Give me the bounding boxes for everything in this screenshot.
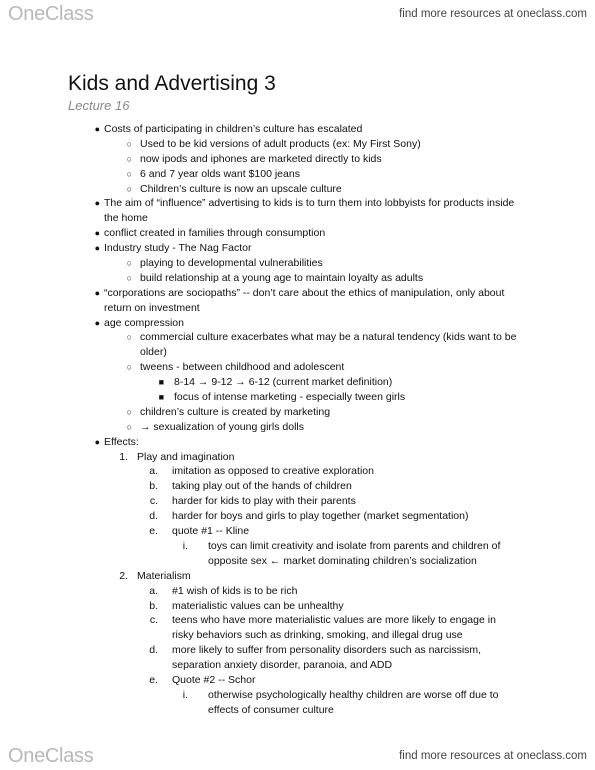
list-item	[0, 375, 595, 390]
list-item-text: 6 and 7 year olds want $100 jeans	[140, 167, 300, 180]
list-marker: a.	[149, 584, 158, 597]
list-marker: ○	[126, 153, 132, 164]
list-item-text: “corporations are sociopaths” -- don’t care about the ethics of manipulation, only about	[104, 286, 505, 299]
list-item	[0, 464, 595, 479]
list-marker: ○	[126, 332, 132, 343]
list-item-text: 8-14 → 9-12 → 6-12 (current market definition)	[174, 376, 393, 389]
list-item	[0, 226, 595, 241]
list-item-text: Children’s culture is now an upscale culture	[140, 182, 342, 195]
list-marker: ●	[94, 243, 100, 254]
list-item-text: Industry study - The Nag Factor	[104, 242, 252, 255]
list-marker: a.	[149, 465, 158, 478]
list-item-text: build relationship at a young age to maintain loyalty as adults	[140, 271, 424, 284]
list-item	[0, 420, 595, 435]
list-item-text: conflict created in families through consumption	[104, 227, 326, 240]
list-marker: ●	[94, 317, 100, 328]
list-marker: d.	[149, 644, 158, 657]
list-marker: c.	[149, 495, 158, 508]
list-item-text: imitation as opposed to creative exploration	[172, 465, 374, 478]
list-item-text: taking play out of the hands of children	[172, 480, 352, 493]
list-item-text: older)	[140, 346, 167, 359]
list-item	[0, 196, 595, 211]
list-marker: ■	[158, 377, 164, 388]
list-marker: ○	[126, 272, 132, 283]
list-item-text: Costs of participating in children’s culture has escalated	[104, 123, 363, 135]
lecture-notes	[0, 122, 595, 718]
list-item	[0, 435, 595, 450]
list-item	[0, 658, 595, 673]
list-item	[0, 122, 595, 137]
oneclass-logo[interactable]: OneClass	[8, 745, 94, 767]
list-item-text: → sexualization of young girls dolls	[140, 420, 305, 433]
list-item-text: toys can limit creativity and isolate from parents and children of	[208, 539, 501, 552]
list-item	[0, 360, 595, 375]
list-item	[0, 390, 595, 405]
resources-link[interactable]: find more resources at oneclass.com	[399, 750, 587, 762]
list-item	[0, 628, 595, 643]
list-marker: e.	[149, 673, 158, 686]
list-item	[0, 524, 595, 539]
list-marker: b.	[149, 599, 158, 612]
list-item-text: children’s culture is created by marketing	[140, 405, 331, 418]
list-item	[0, 405, 595, 420]
list-item	[0, 494, 595, 509]
list-marker: 1.	[119, 450, 128, 463]
list-item-text: more likely to suffer from personality disorders such as narcissism,	[172, 644, 482, 657]
list-item-text: commercial culture exacerbates what may be a natural tendency (kids want to be	[140, 331, 517, 344]
list-item	[0, 584, 595, 599]
list-marker: ○	[126, 168, 132, 179]
list-item-text: risky behaviors such as drinking, smoking, and illegal drug use	[172, 629, 463, 642]
list-item-text: Quote #2 -- Schor	[172, 673, 256, 686]
list-item	[0, 271, 595, 286]
list-item-text: Materialism	[137, 569, 191, 582]
list-item	[0, 286, 595, 301]
list-marker: ●	[94, 436, 100, 447]
list-marker: ●	[94, 198, 100, 209]
list-marker: ○	[126, 406, 132, 417]
list-item-text: teens who have more materialistic values are more likely to engage in	[172, 614, 496, 627]
list-marker: i.	[182, 688, 188, 701]
list-item	[0, 554, 595, 569]
document-title: Kids and Advertising 3	[68, 72, 276, 95]
list-item	[0, 688, 595, 703]
list-marker: ○	[126, 258, 132, 269]
list-item	[0, 182, 595, 197]
list-item	[0, 345, 595, 360]
list-item-text: separation anxiety disorder, paranoia, and ADD	[172, 659, 393, 672]
list-item-text: playing to developmental vulnerabilities	[140, 257, 323, 270]
list-marker: ○	[126, 362, 132, 373]
list-item	[0, 167, 595, 182]
list-item-text: Used to be kid versions of adult products (ex: My First Sony)	[140, 137, 421, 150]
document-subtitle: Lecture 16	[68, 98, 130, 113]
list-item-text: return on investment	[104, 301, 200, 314]
list-item-text: age compression	[104, 316, 184, 329]
list-item	[0, 152, 595, 167]
oneclass-logo[interactable]: OneClass	[8, 3, 94, 25]
list-item	[0, 539, 595, 554]
list-marker: ○	[126, 138, 132, 149]
list-item-text: now ipods and iphones are marketed directly to kids	[140, 152, 382, 165]
list-marker: ○	[126, 421, 132, 432]
list-item	[0, 330, 595, 345]
list-item	[0, 316, 595, 331]
page-footer	[0, 742, 595, 770]
list-item-text: harder for boys and girls to play together (market segmentation)	[172, 510, 469, 523]
list-item	[0, 450, 595, 465]
list-marker: ■	[158, 392, 164, 403]
list-item	[0, 137, 595, 152]
resources-link[interactable]: find more resources at oneclass.com	[399, 8, 587, 20]
list-marker: ●	[94, 228, 100, 239]
list-item	[0, 613, 595, 628]
list-marker: e.	[149, 525, 158, 538]
list-item	[0, 703, 595, 718]
list-item-text: focus of intense marketing - especially tween girls	[174, 391, 406, 404]
list-item-text: Effects:	[104, 435, 139, 448]
list-item-text: Play and imagination	[137, 450, 235, 463]
list-item-text: opposite sex ← market dominating children’s socialization	[208, 554, 477, 567]
list-item-text: tweens - between childhood and adolescent	[140, 361, 345, 374]
list-item	[0, 241, 595, 256]
list-item-text: harder for kids to play with their parents	[172, 495, 356, 508]
list-item-text: the home	[104, 212, 148, 225]
page-header	[0, 0, 595, 28]
list-marker: i.	[182, 539, 188, 552]
list-item	[0, 599, 595, 614]
list-item	[0, 509, 595, 524]
list-item-text: #1 wish of kids is to be rich	[172, 584, 298, 597]
list-marker: ○	[126, 183, 132, 194]
list-marker: 2.	[119, 569, 128, 582]
list-item-text: The aim of “influence” advertising to kids is to turn them into lobbyists for products inside	[104, 197, 515, 210]
list-item	[0, 211, 595, 226]
list-item-text: quote #1 -- Kline	[172, 525, 250, 538]
list-item-text: otherwise psychologically healthy children are worse off due to	[208, 688, 499, 701]
list-item	[0, 479, 595, 494]
list-item	[0, 256, 595, 271]
list-marker: ●	[94, 124, 100, 134]
list-item-text: effects of consumer culture	[208, 703, 334, 716]
list-item	[0, 673, 595, 688]
list-marker: ●	[94, 287, 100, 298]
list-item-text: materialistic values can be unhealthy	[172, 599, 344, 612]
list-item	[0, 643, 595, 658]
list-item	[0, 569, 595, 584]
list-marker: d.	[149, 510, 158, 523]
list-item	[0, 301, 595, 316]
list-marker: c.	[149, 614, 158, 627]
list-marker: b.	[149, 480, 158, 493]
